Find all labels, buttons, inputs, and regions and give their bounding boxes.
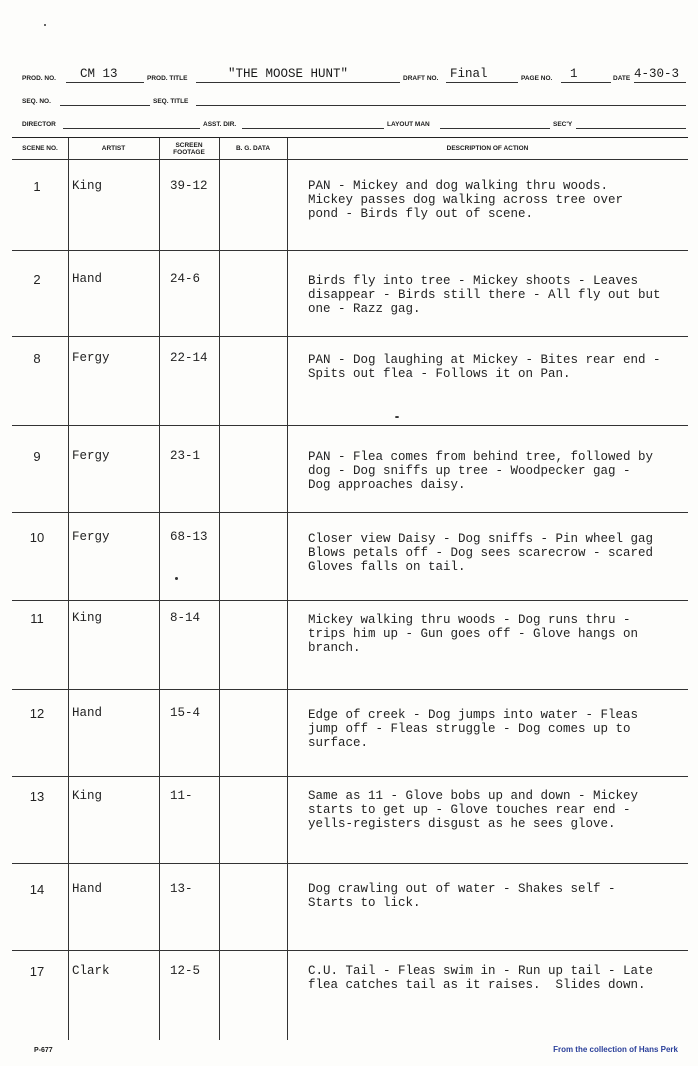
director-rule xyxy=(63,128,200,129)
screen-footage: 24-6 xyxy=(170,272,201,286)
action-description: Closer view Daisy - Dog sniffs - Pin wheel gag Blows petals off - Dog sees scarecrow - scared Gloves falls on tail. xyxy=(308,532,654,574)
artist-name: Hand xyxy=(72,706,103,720)
seq-no-rule xyxy=(60,105,150,106)
scene-number: 10 xyxy=(29,530,45,545)
col-header-bg-data: B. G. DATA xyxy=(235,145,271,152)
action-description: Birds fly into tree - Mickey shoots - Leaves disappear - Birds still there - All fly out but one - Razz gag. xyxy=(308,274,661,316)
page-no-label: PAGE NO. xyxy=(521,75,553,82)
prod-title-value: "THE MOOSE HUNT" xyxy=(228,67,349,81)
secy-rule xyxy=(576,128,686,129)
seq-no-label: SEQ. NO. xyxy=(22,98,51,105)
scene-number: 13 xyxy=(29,789,45,804)
date-rule xyxy=(634,82,686,83)
screen-footage: 39-12 xyxy=(170,179,208,193)
director-label: DIRECTOR xyxy=(22,121,56,128)
artist-name: Hand xyxy=(72,272,103,286)
layout-man-label: LAYOUT MAN xyxy=(387,121,430,128)
action-description: PAN - Dog laughing at Mickey - Bites rear end - Spits out flea - Follows it on Pan. xyxy=(308,353,661,381)
screen-footage: 15-4 xyxy=(170,706,201,720)
table-row xyxy=(12,159,688,250)
draft-no-value: Final xyxy=(450,67,488,81)
scene-number: 17 xyxy=(29,964,45,979)
page-no-rule xyxy=(561,82,611,83)
table-row xyxy=(12,425,688,512)
ink-speck xyxy=(175,577,178,580)
prod-title-label: PROD. TITLE xyxy=(147,75,188,82)
table-row xyxy=(12,863,688,950)
artist-name: Fergy xyxy=(72,449,110,463)
table-row xyxy=(12,600,688,689)
artist-name: Fergy xyxy=(72,351,110,365)
screen-footage: 22-14 xyxy=(170,351,208,365)
scene-number: 9 xyxy=(33,449,41,464)
layout-man-rule xyxy=(440,128,550,129)
screen-footage: 12-5 xyxy=(170,964,201,978)
screen-footage: 11- xyxy=(170,789,193,803)
artist-name: Fergy xyxy=(72,530,110,544)
table-row xyxy=(12,950,688,1040)
action-description: Dog crawling out of water - Shakes self - Starts to lick. xyxy=(308,882,616,910)
table-row xyxy=(12,336,688,425)
date-value: 4-30-3 xyxy=(634,67,680,81)
table-row xyxy=(12,250,688,336)
action-description: Mickey walking thru woods - Dog runs thru - trips him up - Gun goes off - Glove hangs on branch. xyxy=(308,613,639,655)
screen-footage: 68-13 xyxy=(170,530,208,544)
artist-name: King xyxy=(72,179,103,193)
asst-dir-label: ASST. DIR. xyxy=(203,121,237,128)
date-label: DATE xyxy=(613,75,631,82)
table-row xyxy=(12,776,688,863)
scene-number: 12 xyxy=(29,706,45,721)
asst-dir-rule xyxy=(242,128,384,129)
action-description: PAN - Flea comes from behind tree, followed by dog - Dog sniffs up tree - Woodpecker gag - Dog approaches daisy. xyxy=(308,450,654,492)
action-description: Edge of creek - Dog jumps into water - Fleas jump off - Fleas struggle - Dog comes up to surface. xyxy=(308,708,639,750)
screen-footage: 8-14 xyxy=(170,611,201,625)
screen-footage: 23-1 xyxy=(170,449,201,463)
prod-title-rule xyxy=(196,82,400,83)
page-no-value: 1 xyxy=(570,67,578,81)
secy-label: SEC'Y xyxy=(553,121,573,128)
prod-no-label: PROD. NO. xyxy=(22,75,56,82)
col-header-artist: ARTIST xyxy=(101,145,126,152)
col-header-scene-no: SCENE NO. xyxy=(22,145,58,152)
artist-name: Clark xyxy=(72,964,110,978)
table-row xyxy=(12,689,688,776)
form-number: P-677 xyxy=(34,1047,53,1054)
artist-name: King xyxy=(72,611,103,625)
table-row xyxy=(12,512,688,600)
action-description: Same as 11 - Glove bobs up and down - Mickey starts to get up - Glove touches rear end - yells-registers disgust as he sees glove. xyxy=(308,789,639,831)
action-description: PAN - Mickey and dog walking thru woods. Mickey passes dog walking across tree over pond - Birds fly out of scene. xyxy=(308,179,624,221)
screen-footage: 13- xyxy=(170,882,193,896)
collection-credit: From the collection of Hans Perk xyxy=(553,1045,678,1054)
prod-no-rule xyxy=(66,82,144,83)
scene-number: 1 xyxy=(33,179,41,194)
col-header-screen-footage: SCREEN FOOTAGE xyxy=(173,141,205,156)
draft-no-label: DRAFT NO. xyxy=(403,75,439,82)
draft-no-rule xyxy=(446,82,518,83)
prod-no-value: CM 13 xyxy=(80,67,118,81)
seq-title-label: SEQ. TITLE xyxy=(153,98,189,105)
ink-speck xyxy=(395,416,399,418)
artist-name: Hand xyxy=(72,882,103,896)
scene-number: 14 xyxy=(29,882,45,897)
col-header-description: DESCRIPTION OF ACTION xyxy=(446,145,529,152)
ink-speck xyxy=(44,24,46,26)
action-description: C.U. Tail - Fleas swim in - Run up tail - Late flea catches tail as it raises. Slides down. xyxy=(308,964,654,992)
scene-number: 11 xyxy=(30,611,44,626)
seq-title-rule xyxy=(196,105,686,106)
artist-name: King xyxy=(72,789,103,803)
scene-table xyxy=(12,137,688,1040)
scene-number: 8 xyxy=(33,351,41,366)
scene-number: 2 xyxy=(33,272,41,287)
